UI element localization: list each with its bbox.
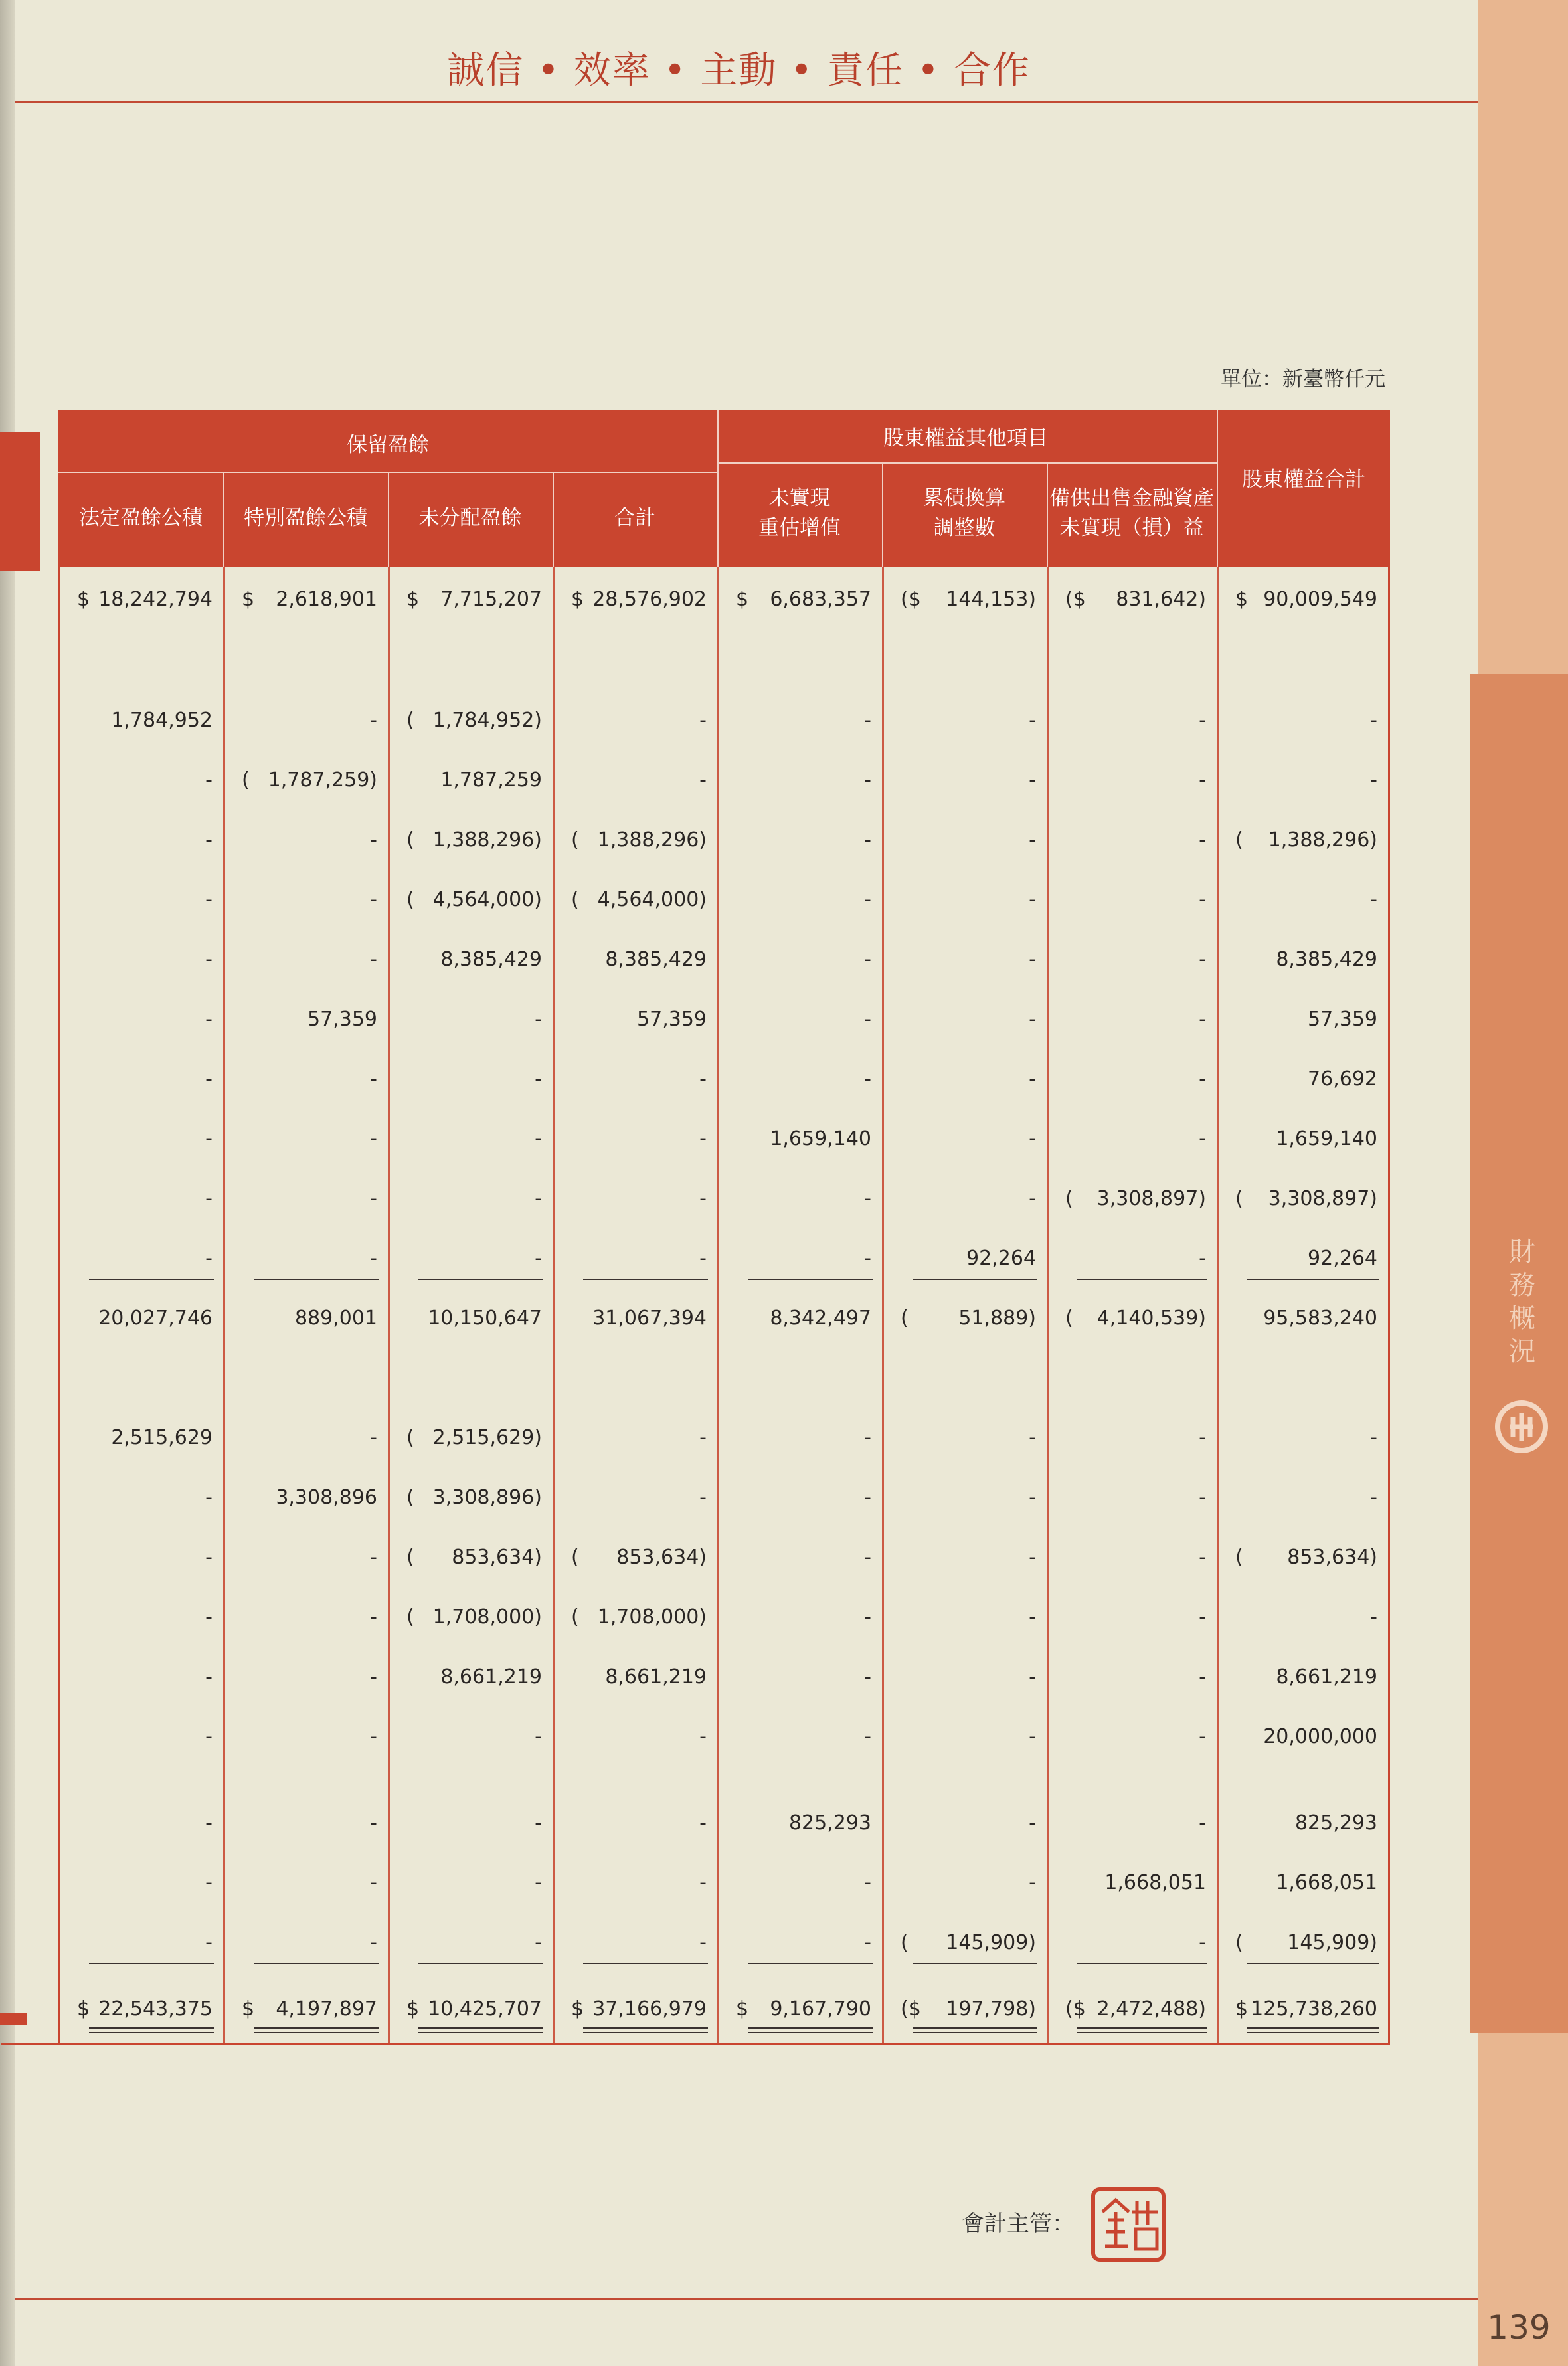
table-cell: 4,197,897: [276, 1997, 377, 2021]
header-group-retained-earnings: 保留盈餘: [347, 433, 429, 457]
table-row: [58, 1803, 1390, 1843]
subtotal-rule: [748, 2032, 873, 2033]
cell-prefix: (: [1065, 1187, 1073, 1210]
cell-prefix: (: [901, 1931, 909, 1954]
table-cell: -: [205, 1665, 213, 1688]
cell-prefix: $: [736, 588, 749, 611]
subtotal-rule: [89, 1279, 214, 1280]
table-left-border: [58, 410, 60, 2045]
table-cell: -: [370, 1187, 377, 1210]
cell-prefix: $: [77, 588, 90, 611]
table-cell: -: [1029, 769, 1036, 792]
table-cell: -: [1029, 828, 1036, 852]
subtotal-rule: [254, 1963, 379, 1964]
subtotal-rule: [748, 2027, 873, 2029]
table-cell: -: [370, 1426, 377, 1449]
table-cell: 95,583,240: [1263, 1307, 1377, 1330]
table-cell: 825,293: [1294, 1811, 1377, 1835]
subtotal-rule: [913, 1963, 1037, 1964]
cell-prefix: (: [1235, 828, 1243, 852]
subtotal-rule: [418, 1963, 543, 1964]
table-cell: 1,784,952): [432, 709, 542, 732]
header-afs-line2: 未實現（損）益: [1059, 516, 1204, 540]
table-cell: -: [205, 1546, 213, 1569]
table-row: [58, 761, 1390, 800]
table-cell: -: [370, 888, 377, 911]
cell-prefix: $: [242, 1997, 255, 2021]
table-cell: -: [370, 828, 377, 852]
subtotal-rule: [748, 1279, 873, 1280]
cell-prefix: (: [571, 1605, 579, 1629]
table-cell: -: [1199, 828, 1206, 852]
table-cell: -: [1370, 769, 1377, 792]
table-cell: -: [699, 1486, 707, 1509]
table-cell: -: [370, 1931, 377, 1954]
table-cell: 4,564,000): [597, 888, 707, 911]
table-cell: -: [699, 1871, 707, 1894]
header-total-equity: 股東權益合計: [1242, 468, 1365, 492]
table-cell: 3,308,897): [1268, 1187, 1377, 1210]
cell-prefix: ($: [901, 588, 921, 611]
table-cell: 1,708,000): [432, 1605, 542, 1629]
footer-rule: [15, 2298, 1478, 2300]
header-unappropriated: 未分配盈餘: [418, 506, 522, 530]
table-cell: -: [535, 1187, 542, 1210]
table-cell: 20,027,746: [98, 1307, 213, 1330]
table-row: [58, 1717, 1390, 1757]
table-cell: -: [370, 1665, 377, 1688]
accountant-seal-icon: [1089, 2185, 1168, 2264]
table-cell: -: [1199, 709, 1206, 732]
table-cell: 1,388,296): [1268, 828, 1377, 852]
table-cell: 853,634): [616, 1546, 707, 1569]
table-cell: -: [1029, 1605, 1036, 1629]
subtotal-rule: [913, 2027, 1037, 2029]
table-row: [58, 1597, 1390, 1637]
table-cell: -: [699, 769, 707, 792]
cell-prefix: $: [406, 588, 420, 611]
table-cell: -: [205, 769, 213, 792]
table-cell: 8,385,429: [440, 948, 542, 971]
table-cell: 57,359: [637, 1008, 707, 1031]
table-cell: -: [1370, 1426, 1377, 1449]
table-cell: 889,001: [294, 1307, 377, 1330]
table-cell: -: [1199, 1008, 1206, 1031]
table-cell: -: [1029, 948, 1036, 971]
table-cell: -: [1029, 1546, 1036, 1569]
table-cell: 8,385,429: [605, 948, 707, 971]
table-cell: -: [205, 948, 213, 971]
table-cell: -: [1199, 948, 1206, 971]
subtotal-rule: [89, 1963, 214, 1964]
subtotal-rule: [89, 2027, 214, 2029]
table-cell: 92,264: [966, 1247, 1036, 1270]
left-page-bleed: [0, 2013, 27, 2025]
subtotal-rule: [89, 2032, 214, 2033]
table-cell: 125,738,260: [1251, 1997, 1377, 2021]
subtotal-rule: [748, 1963, 873, 1964]
cell-prefix: (: [571, 1546, 579, 1569]
table-cell: 1,787,259): [268, 769, 377, 792]
cell-prefix: (: [406, 828, 414, 852]
table-cell: -: [1370, 1486, 1377, 1509]
subtotal-rule: [1247, 2032, 1379, 2033]
header-divider: [717, 462, 1217, 464]
table-cell: -: [864, 1871, 871, 1894]
table-cell: 10,150,647: [428, 1307, 542, 1330]
subtotal-rule: [418, 1279, 543, 1280]
table-cell: -: [205, 1187, 213, 1210]
subtotal-rule: [254, 1279, 379, 1280]
subtotal-rule: [1247, 1963, 1379, 1964]
table-cell: 51,889): [958, 1307, 1036, 1330]
table-cell: 1,787,259: [440, 769, 542, 792]
table-cell: -: [205, 888, 213, 911]
table-cell: -: [1029, 1486, 1036, 1509]
table-cell: -: [205, 1725, 213, 1748]
table-cell: -: [864, 709, 871, 732]
left-page-bleed: [0, 432, 40, 571]
table-cell: 2,515,629: [111, 1426, 213, 1449]
subtotal-rule: [1077, 1963, 1207, 1964]
header-subtotal: 合計: [614, 506, 655, 530]
table-cell: 9,167,790: [770, 1997, 871, 2021]
cell-prefix: (: [406, 888, 414, 911]
table-cell: -: [205, 1067, 213, 1091]
table-cell: 8,661,219: [440, 1665, 542, 1688]
table-cell: -: [864, 1725, 871, 1748]
table-cell: 1,388,296): [597, 828, 707, 852]
table-cell: -: [864, 1426, 871, 1449]
table-cell: -: [205, 1605, 213, 1629]
table-row: [58, 1299, 1390, 1338]
header-divider: [1217, 410, 1218, 567]
table-cell: 1,708,000): [597, 1605, 707, 1629]
cell-prefix: (: [1235, 1187, 1243, 1210]
table-row: [58, 1239, 1390, 1279]
table-row: [58, 1119, 1390, 1159]
table-row: [58, 1059, 1390, 1099]
cell-prefix: (: [406, 1486, 414, 1509]
table-cell: -: [370, 1127, 377, 1150]
table-cell: -: [370, 1605, 377, 1629]
table-cell: -: [864, 769, 871, 792]
table-cell: 145,909): [946, 1931, 1036, 1954]
table-cell: 8,661,219: [1276, 1665, 1377, 1688]
table-bottom-rule: [1, 2043, 1390, 2045]
table-cell: 853,634): [452, 1546, 542, 1569]
table-cell: -: [1199, 1605, 1206, 1629]
table-cell: 4,140,539): [1096, 1307, 1206, 1330]
table-row: [58, 1923, 1390, 1963]
table-cell: 8,385,429: [1276, 948, 1377, 971]
table-cell: -: [864, 1187, 871, 1210]
table-cell: -: [1029, 1725, 1036, 1748]
table-cell: -: [205, 1247, 213, 1270]
subtotal-rule: [583, 2032, 708, 2033]
table-cell: -: [205, 1931, 213, 1954]
page-header-motto: 誠信 • 效率 • 主動 • 責任 • 合作: [447, 49, 1031, 92]
table-cell: -: [699, 1247, 707, 1270]
cell-prefix: (: [406, 1426, 414, 1449]
subtotal-rule: [254, 2032, 379, 2033]
table-row: [58, 580, 1390, 620]
table-cell: -: [205, 1871, 213, 1894]
unit-label: 單位：新臺幣仟元: [1221, 367, 1385, 391]
table-cell: -: [370, 1871, 377, 1894]
cell-prefix: $: [242, 588, 255, 611]
table-cell: -: [699, 1187, 707, 1210]
table-cell: 8,661,219: [605, 1665, 707, 1688]
table-cell: 2,472,488): [1096, 1997, 1206, 2021]
cell-prefix: (: [1235, 1546, 1243, 1569]
table-cell: 7,715,207: [440, 588, 542, 611]
table-cell: -: [864, 1486, 871, 1509]
table-cell: -: [864, 1067, 871, 1091]
table-cell: 2,618,901: [276, 588, 377, 611]
table-cell: 6,683,357: [770, 588, 871, 611]
table-cell: 1,388,296): [432, 828, 542, 852]
table-cell: -: [1370, 709, 1377, 732]
cell-prefix: (: [1235, 1931, 1243, 1954]
subtotal-rule: [583, 1279, 708, 1280]
table-cell: -: [1029, 1811, 1036, 1835]
table-cell: -: [864, 828, 871, 852]
equity-statement-table: [58, 410, 1390, 2045]
cell-prefix: ($: [1065, 588, 1086, 611]
header-afs-line1: 備供出售金融資產: [1049, 486, 1214, 510]
table-cell: 31,067,394: [592, 1307, 707, 1330]
subtotal-rule: [583, 1963, 708, 1964]
table-row: [58, 1478, 1390, 1518]
table-cell: -: [535, 1811, 542, 1835]
subtotal-rule: [418, 2027, 543, 2029]
table-cell: 197,798): [946, 1997, 1036, 2021]
cell-prefix: (: [406, 709, 414, 732]
table-cell: -: [1199, 1546, 1206, 1569]
table-cell: 1,668,051: [1104, 1871, 1206, 1894]
company-logo-icon: [1493, 1398, 1550, 1455]
table-row: [58, 1418, 1390, 1458]
table-cell: 57,359: [1308, 1008, 1377, 1031]
cell-prefix: (: [571, 828, 579, 852]
table-cell: 20,000,000: [1263, 1725, 1377, 1748]
table-row: [58, 820, 1390, 860]
table-cell: -: [699, 1811, 707, 1835]
table-cell: 1,668,051: [1276, 1871, 1377, 1894]
table-cell: -: [1199, 1486, 1206, 1509]
subtotal-rule: [1247, 1279, 1379, 1280]
table-cell: -: [699, 1725, 707, 1748]
table-cell: 8,342,497: [770, 1307, 871, 1330]
table-cell: 18,242,794: [98, 588, 213, 611]
header-translation-line2: 調整數: [933, 516, 996, 540]
table-cell: 145,909): [1287, 1931, 1377, 1954]
table-row: [58, 1657, 1390, 1697]
table-cell: -: [864, 888, 871, 911]
table-cell: 4,564,000): [432, 888, 542, 911]
table-cell: 92,264: [1308, 1247, 1377, 1270]
table-row: [58, 1538, 1390, 1578]
table-cell: -: [1029, 1008, 1036, 1031]
table-cell: -: [864, 1665, 871, 1688]
table-cell: -: [1199, 1247, 1206, 1270]
table-row: [58, 1000, 1390, 1040]
table-cell: -: [1199, 1811, 1206, 1835]
table-row: [58, 1989, 1390, 2029]
table-cell: -: [1199, 1127, 1206, 1150]
table-cell: 22,543,375: [98, 1997, 213, 2021]
table-cell: -: [535, 1067, 542, 1091]
cell-prefix: $: [406, 1997, 420, 2021]
accountant-label: 會計主管：: [962, 2211, 1075, 2237]
table-cell: -: [370, 709, 377, 732]
table-cell: -: [864, 1546, 871, 1569]
table-cell: -: [699, 709, 707, 732]
table-cell: -: [1199, 1426, 1206, 1449]
table-cell: -: [1370, 1605, 1377, 1629]
table-cell: 3,308,896: [276, 1486, 377, 1509]
table-cell: -: [535, 1247, 542, 1270]
table-cell: 3,308,897): [1096, 1187, 1206, 1210]
subtotal-rule: [1247, 2027, 1379, 2029]
table-cell: 1,659,140: [770, 1127, 871, 1150]
table-cell: -: [205, 1486, 213, 1509]
table-cell: -: [205, 1811, 213, 1835]
table-cell: -: [205, 1127, 213, 1150]
cell-prefix: ($: [1065, 1997, 1086, 2021]
subtotal-rule: [1077, 2032, 1207, 2033]
cell-prefix: $: [736, 1997, 749, 2021]
table-cell: 2,515,629): [432, 1426, 542, 1449]
table-cell: -: [370, 948, 377, 971]
table-cell: -: [1199, 1665, 1206, 1688]
table-cell: -: [1199, 1725, 1206, 1748]
table-cell: -: [1029, 1871, 1036, 1894]
table-cell: -: [1199, 888, 1206, 911]
table-cell: 3,308,896): [432, 1486, 542, 1509]
table-cell: 90,009,549: [1263, 588, 1377, 611]
cell-prefix: (: [901, 1307, 909, 1330]
table-cell: -: [370, 1067, 377, 1091]
header-revaluation-line1: 未實現: [768, 486, 831, 510]
subtotal-rule: [583, 2027, 708, 2029]
table-cell: -: [535, 1931, 542, 1954]
table-cell: -: [535, 1725, 542, 1748]
table-cell: -: [699, 1067, 707, 1091]
table-cell: 76,692: [1308, 1067, 1377, 1091]
cell-prefix: (: [406, 1546, 414, 1569]
table-row: [58, 701, 1390, 741]
subtotal-rule: [418, 2032, 543, 2033]
cell-prefix: ($: [901, 1997, 921, 2021]
page-number: 139: [1487, 2308, 1551, 2347]
table-cell: -: [1199, 1067, 1206, 1091]
table-cell: -: [1029, 709, 1036, 732]
header-legal-reserve: 法定盈餘公積: [79, 506, 203, 530]
table-cell: 10,425,707: [428, 1997, 542, 2021]
table-cell: -: [1029, 1067, 1036, 1091]
table-cell: -: [1029, 1665, 1036, 1688]
table-row: [58, 940, 1390, 980]
table-cell: 37,166,979: [592, 1997, 707, 2021]
table-cell: -: [1199, 769, 1206, 792]
section-tab-label: 財務概況: [1509, 1237, 1535, 1367]
table-cell: -: [1029, 1127, 1036, 1150]
table-cell: -: [1029, 1187, 1036, 1210]
cell-prefix: (: [242, 769, 250, 792]
table-cell: -: [370, 1811, 377, 1835]
cell-prefix: $: [1235, 588, 1249, 611]
table-row: [58, 1863, 1390, 1903]
table-cell: -: [864, 1605, 871, 1629]
table-cell: -: [864, 1931, 871, 1954]
table-cell: 825,293: [788, 1811, 871, 1835]
table-cell: -: [864, 1247, 871, 1270]
table-cell: -: [864, 948, 871, 971]
header-rule: [15, 101, 1478, 103]
cell-prefix: (: [571, 888, 579, 911]
table-cell: -: [864, 1008, 871, 1031]
table-cell: 144,153): [946, 588, 1036, 611]
table-cell: -: [699, 1426, 707, 1449]
table-row: [58, 880, 1390, 920]
cell-prefix: (: [1065, 1307, 1073, 1330]
table-cell: -: [535, 1127, 542, 1150]
table-cell: -: [1199, 1931, 1206, 1954]
table-cell: -: [370, 1546, 377, 1569]
table-cell: -: [1370, 888, 1377, 911]
table-cell: 1,659,140: [1276, 1127, 1377, 1150]
table-cell: -: [699, 1127, 707, 1150]
table-cell: -: [535, 1871, 542, 1894]
table-row: [58, 1179, 1390, 1219]
header-special-reserve: 特別盈餘公積: [244, 506, 367, 530]
table-right-border: [1388, 410, 1390, 2045]
table-cell: -: [205, 828, 213, 852]
cell-prefix: $: [571, 588, 584, 611]
table-cell: 853,634): [1287, 1546, 1377, 1569]
subtotal-rule: [913, 2032, 1037, 2033]
page-binding-edge: [0, 0, 15, 2366]
table-cell: -: [699, 1931, 707, 1954]
subtotal-rule: [1077, 2027, 1207, 2029]
header-group-other-equity: 股東權益其他項目: [883, 426, 1048, 450]
subtotal-rule: [1077, 1279, 1207, 1280]
table-cell: 28,576,902: [592, 588, 707, 611]
cell-prefix: $: [571, 1997, 584, 2021]
table-cell: -: [1029, 1426, 1036, 1449]
table-cell: -: [205, 1008, 213, 1031]
table-cell: 831,642): [1116, 588, 1206, 611]
table-cell: 1,784,952: [111, 709, 213, 732]
subtotal-rule: [254, 2027, 379, 2029]
header-revaluation-line2: 重估增值: [758, 516, 841, 540]
table-cell: 57,359: [307, 1008, 377, 1031]
cell-prefix: (: [406, 1605, 414, 1629]
cell-prefix: $: [77, 1997, 90, 2021]
cell-prefix: $: [1235, 1997, 1249, 2021]
table-cell: -: [370, 1725, 377, 1748]
table-cell: -: [1029, 888, 1036, 911]
subtotal-rule: [913, 1279, 1037, 1280]
header-translation-line1: 累積換算: [923, 486, 1005, 510]
table-cell: -: [535, 1008, 542, 1031]
table-cell: -: [370, 1247, 377, 1270]
